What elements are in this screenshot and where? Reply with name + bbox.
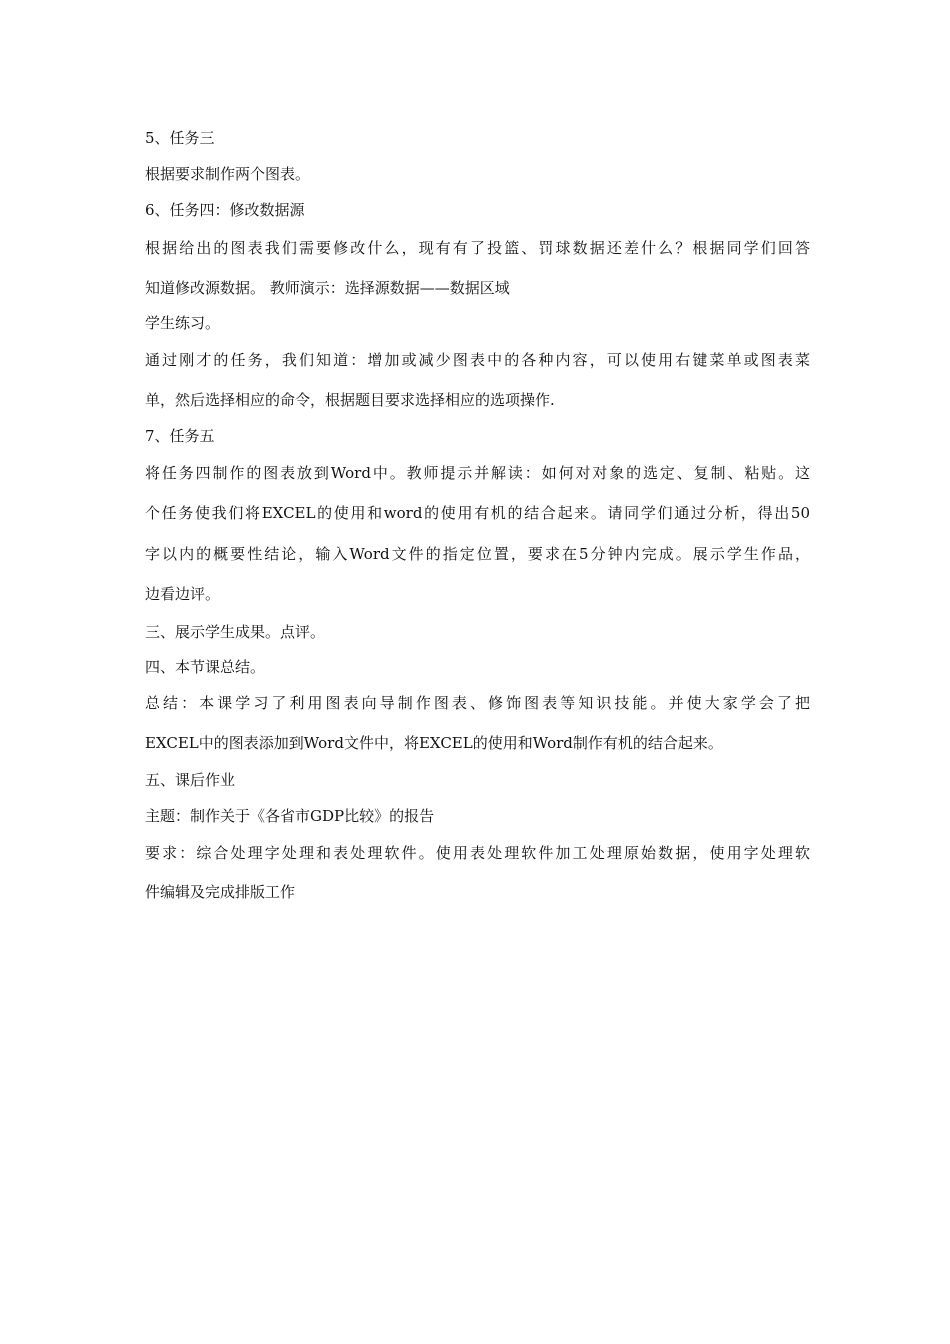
heading-task-five: 7、任务五 xyxy=(145,427,215,445)
paragraph-line: 总结：本课学习了利用图表向导制作图表、修饰图表等知识技能。并使大家学会了把 xyxy=(145,694,810,712)
paragraph-line: 字以内的概要性结论，输入Word文件的指定位置，要求在5分钟内完成。展示学生作品， xyxy=(145,545,810,563)
heading-summary: 四、本节课总结。 xyxy=(145,658,266,676)
paragraph-line: 件编辑及完成排版工作 xyxy=(145,883,296,901)
heading-task-three: 5、任务三 xyxy=(145,129,215,147)
paragraph-line: 学生练习。 xyxy=(145,314,221,332)
paragraph-line: 根据要求制作两个图表。 xyxy=(145,165,311,183)
paragraph-line: EXCEL中的图表添加到Word文件中，将EXCEL的使用和Word制作有机的结合起来。 xyxy=(145,734,723,752)
paragraph-line: 将任务四制作的图表放到Word中。教师提示并解读：如何对对象的选定、复制、粘贴。这 xyxy=(145,464,810,482)
paragraph-line: 知道修改源数据。 教师演示：选择源数据——数据区域 xyxy=(145,279,510,297)
heading-task-four: 6、任务四：修改数据源 xyxy=(145,201,305,219)
paragraph-line: 主题：制作关于《各省市GDP比较》的报告 xyxy=(145,807,435,825)
paragraph-line: 根据给出的图表我们需要修改什么，现有有了投篮、罚球数据还差什么？根据同学们回答 xyxy=(145,239,810,257)
heading-homework: 五、课后作业 xyxy=(145,771,236,789)
heading-show-results: 三、展示学生成果。点评。 xyxy=(145,623,326,641)
paragraph-line: 单，然后选择相应的命令，根据题目要求选择相应的选项操作. xyxy=(145,391,555,409)
paragraph-line: 边看边评。 xyxy=(145,585,221,603)
paragraph-line: 个任务使我们将EXCEL的使用和word的使用有机的结合起来。请同学们通过分析，得出50 xyxy=(145,504,810,522)
paragraph-line: 通过刚才的任务，我们知道：增加或减少图表中的各种内容，可以使用右键菜单或图表菜 xyxy=(145,351,810,369)
paragraph-line: 要求：综合处理字处理和表处理软件。使用表处理软件加工处理原始数据，使用字处理软 xyxy=(145,844,810,862)
